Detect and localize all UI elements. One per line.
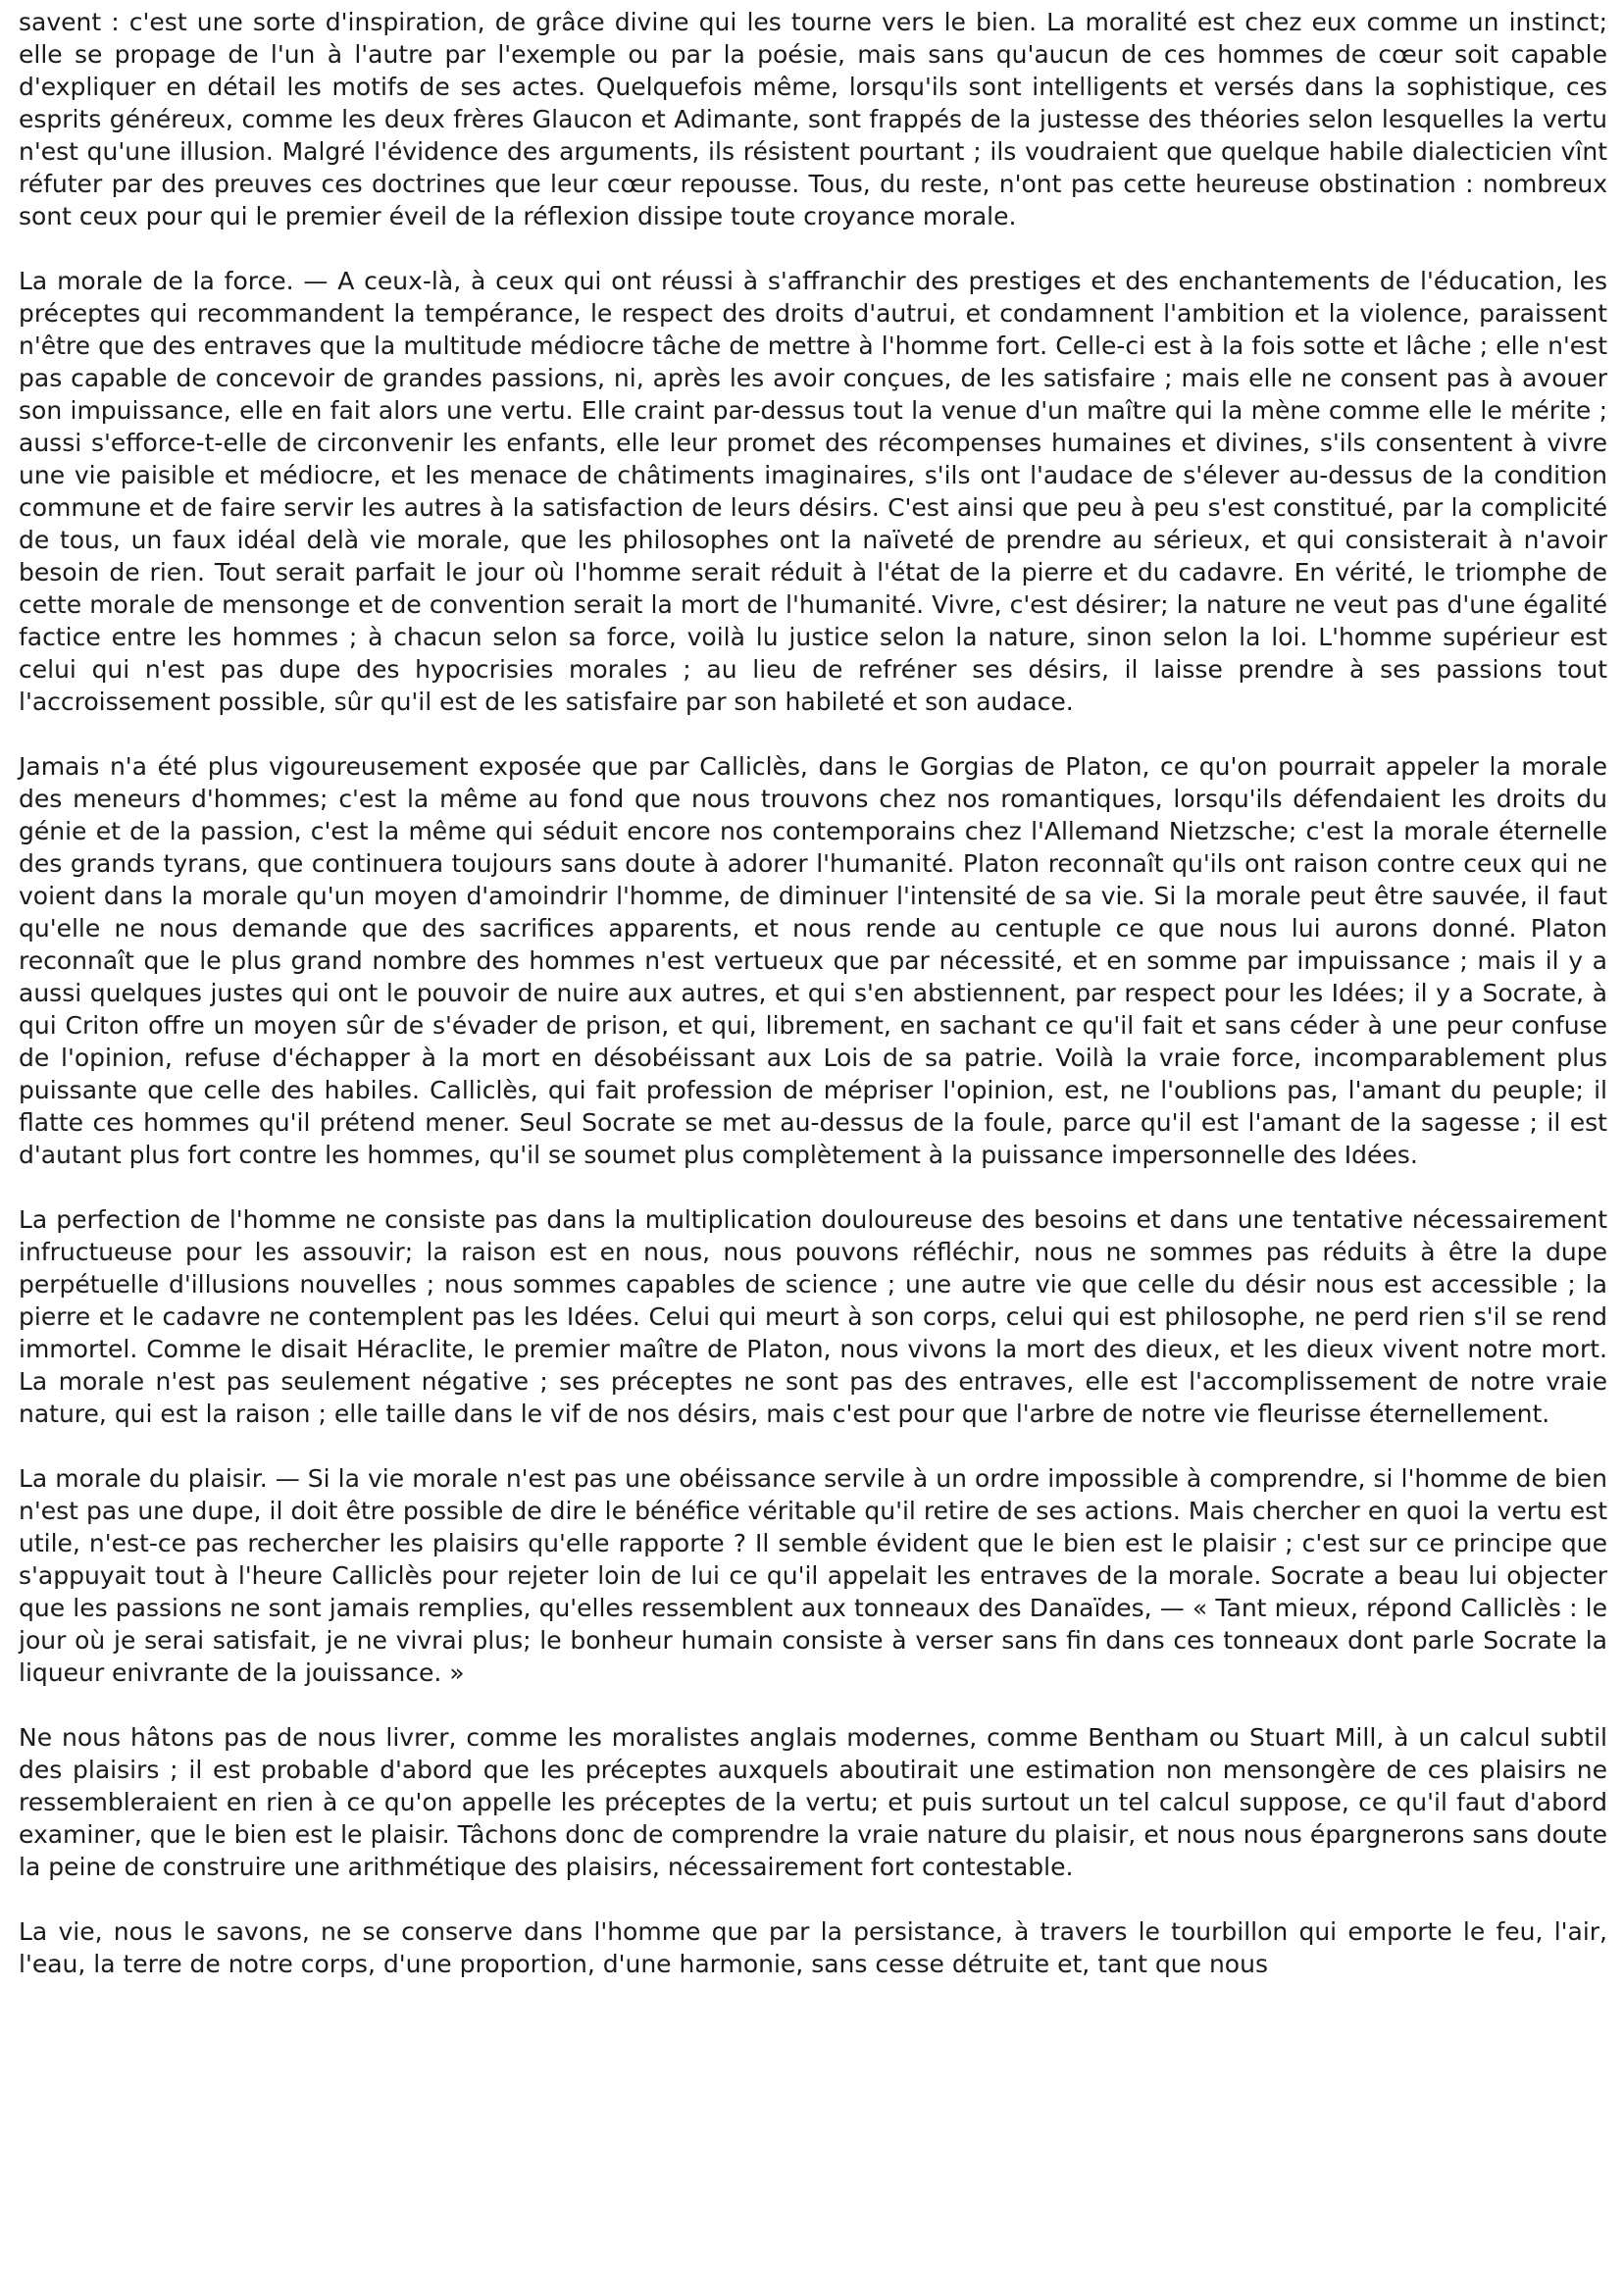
paragraph: Ne nous hâtons pas de nous livrer, comme les moralistes anglais modernes, comme Bentham ou Stuart Mill, à un calcul subtil des plaisirs ; il est probable d'abord que les préceptes auxquels aboutirait une estimation non mensongère de ces plaisirs ne ressembleraient en rien à ce qu'on appelle les préceptes de la vertu; et puis surtout un tel calcul suppose, ce qu'il faut d'abord examiner, que le bien est le plaisir. Tâchons donc de comprendre la vraie nature du plaisir, et nous nous épargnerons sans doute la peine de construire une arithmétique des plaisirs, nécessairement fort contestable. [19,1723,1607,1881]
document-page [19,6,1607,1980]
paragraph: La morale de la force. — A ceux-là, à ceux qui ont réussi à s'affranchir des prestiges et des enchantements de l'éducation, les préceptes qui recommandent la tempérance, le respect des droits d'autrui, et condamnent l'ambition et la violence, paraissent n'être que des entraves que la multitude médiocre tâche de mettre à l'homme fort. Celle-ci est à la fois sotte et lâche ; elle n'est pas capable de concevoir de grandes passions, ni, après les avoir conçues, de les satisfaire ; mais elle ne consent pas à avouer son impuissance, elle en fait alors une vertu. Elle craint par-dessus tout la venue d'un maître qui la mène comme elle le mérite ; aussi s'efforce-t-elle de circonvenir les enfants, elle leur promet des récompenses humaines et divines, s'ils consentent à vivre une vie paisible et médiocre, et les menace de châtiments imaginaires, s'ils ont l'audace de s'élever au-dessus de la condition commune et de faire servir les autres à la satisfaction de leurs désirs. C'est ainsi que peu à peu s'est constitué, par la complicité de tous, un faux idéal delà vie morale, que les philosophes ont la naïveté de prendre au sérieux, et qui consisterait à n'avoir besoin de rien. Tout serait parfait le jour où l'homme serait réduit à l'état de la pierre et du cadavre. En vérité, le triomphe de cette morale de mensonge et de convention serait la mort de l'humanité. Vivre, c'est désirer; la nature ne veut pas d'une égalité factice entre les hommes ; à chacun selon sa force, voilà lu justice selon la nature, sinon selon la loi. L'homme supérieur est celui qui n'est pas dupe des hypocrisies morales ; au lieu de refréner ses désirs, il laisse prendre à ses passions tout l'accroissement possible, sûr qu'il est de les satisfaire par son habileté et son audace. [19,267,1607,716]
paragraph: La perfection de l'homme ne consiste pas dans la multiplication douloureuse des besoins et dans une tentative nécessairement infructueuse pour les assouvir; la raison est en nous, nous pouvons réfléchir, nous ne sommes pas réduits à être la dupe perpétuelle d'illusions nouvelles ; nous sommes capables de science ; une autre vie que celle du désir nous est accessible ; la pierre et le cadavre ne contemplent pas les Idées. Celui qui meurt à son corps, celui qui est philosophe, ne perd rien s'il se rend immortel. Comme le disait Héraclite, le premier maître de Platon, nous vivons la mort des dieux, et les dieux vivent notre mort. La morale n'est pas seulement négative ; ses préceptes ne sont pas des entraves, elle est l'accomplissement de notre vraie nature, qui est la raison ; elle taille dans le vif de nos désirs, mais c'est pour que l'arbre de notre vie fleurisse éternellement. [19,1205,1607,1428]
paragraph: savent : c'est une sorte d'inspiration, de grâce divine qui les tourne vers le bien. La moralité est chez eux comme un instinct; elle se propage de l'un à l'autre par l'exemple ou par la poésie, mais sans qu'aucun de ces hommes de cœur soit capable d'expliquer en détail les motifs de ses actes. Quelquefois même, lorsqu'ils sont intelligents et versés dans la sophistique, ces esprits généreux, comme les deux frères Glaucon et Adimante, sont frappés de la justesse des théories selon lesquelles la vertu n'est qu'une illusion. Malgré l'évidence des arguments, ils résistent pourtant ; ils voudraient que quelque habile dialecticien vînt réfuter par des preuves ces doctrines que leur cœur repousse. Tous, du reste, n'ont pas cette heureuse obstination : nombreux sont ceux pour qui le premier éveil de la réflexion dissipe toute croyance morale. [19,8,1607,230]
paragraph: La vie, nous le savons, ne se conserve dans l'homme que par la persistance, à travers le tourbillon qui emporte le feu, l'air, l'eau, la terre de notre corps, d'une proportion, d'une harmonie, sans cesse détruite et, tant que nous [19,1917,1607,1978]
paragraph: Jamais n'a été plus vigoureusement exposée que par Calliclès, dans le Gorgias de Platon, ce qu'on pourrait appeler la morale des meneurs d'hommes; c'est la même au fond que nous trouvons chez nos romantiques, lorsqu'ils défendaient les droits du génie et de la passion, c'est la même qui séduit encore nos contemporains chez l'Allemand Nietzsche; c'est la morale éternelle des grands tyrans, que continuera toujours sans doute à adorer l'humanité. Platon reconnaît qu'ils ont raison contre ceux qui ne voient dans la morale qu'un moyen d'amoindrir l'homme, de diminuer l'intensité de sa vie. Si la morale peut être sauvée, il faut qu'elle ne nous demande que des sacrifices apparents, et nous rende au centuple ce que nous lui aurons donné. Platon reconnaît que le plus grand nombre des hommes n'est vertueux que par nécessité, et en somme par impuissance ; mais il y a aussi quelques justes qui ont le pouvoir de nuire aux autres, et qui s'en abstiennent, par respect pour les Idées; il y a Socrate, à qui Criton offre un moyen sûr de s'évader de prison, et qui, librement, en sachant ce qu'il fait et sans céder à une peur confuse de l'opinion, refuse d'échapper à la mort en désobéissant aux Lois de sa patrie. Voilà la vraie force, incomparablement plus puissante que celle des habiles. Calliclès, qui fait profession de mépriser l'opinion, est, ne l'oublions pas, l'amant du peuple; il flatte ces hommes qu'il prétend mener. Seul Socrate se met au-dessus de la foule, parce qu'il est l'amant de la sagesse ; il est d'autant plus fort contre les hommes, qu'il se soumet plus complètement à la puissance impersonnelle des Idées. [19,752,1607,1169]
paragraph: La morale du plaisir. — Si la vie morale n'est pas une obéissance servile à un ordre impossible à comprendre, si l'homme de bien n'est pas une dupe, il doit être possible de dire le bénéfice véritable qu'il retire de ses actions. Mais chercher en quoi la vertu est utile, n'est-ce pas rechercher les plaisirs qu'elle rapporte ? Il semble évident que le bien est le plaisir ; c'est sur ce principe que s'appuyait tout à l'heure Calliclès pour rejeter loin de lui ce qu'il appelait les entraves de la morale. Socrate a beau lui objecter que les passions ne sont jamais remplies, qu'elles ressemblent aux tonneaux des Danaïdes, — « Tant mieux, répond Calliclès : le jour où je serai satisfait, je ne vivrai plus; le bonheur humain consiste à verser sans fin dans ces tonneaux dont parle Socrate la liqueur enivrante de la jouissance. » [19,1464,1607,1687]
